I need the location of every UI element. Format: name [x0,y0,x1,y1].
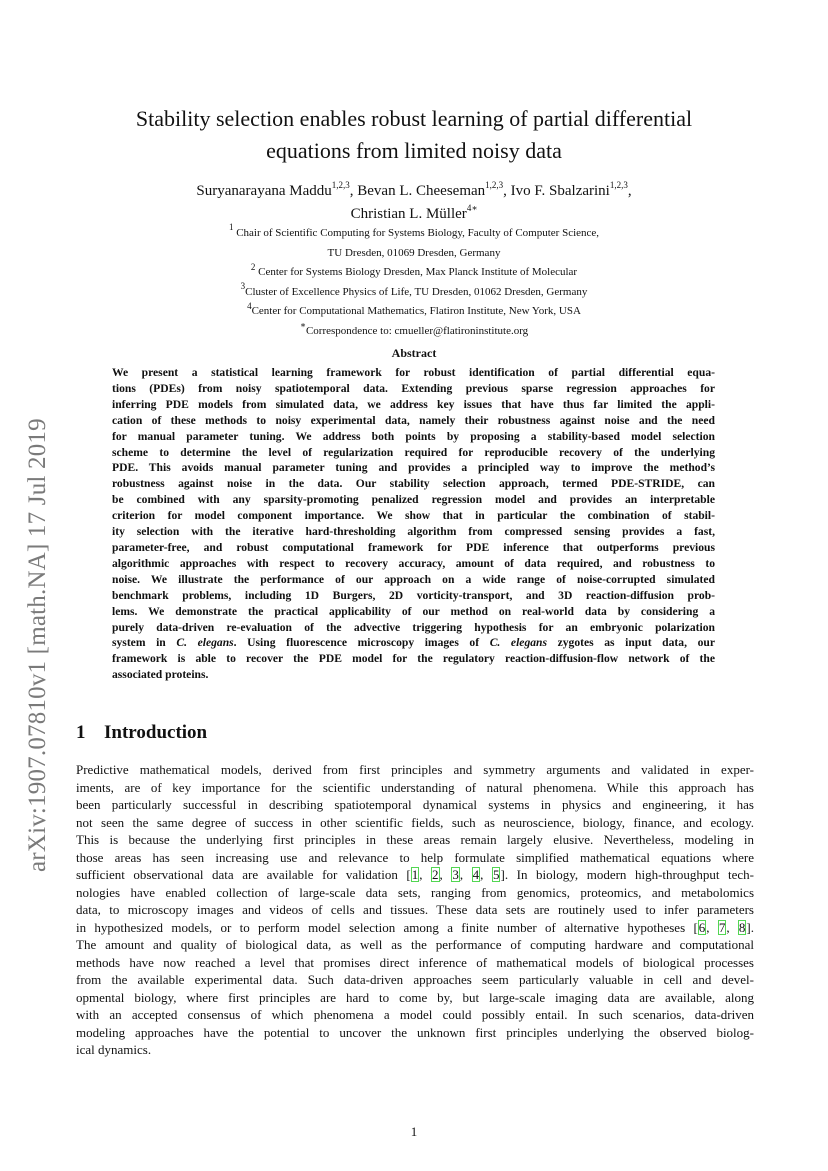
affiliation-text: Cluster of Excellence Physics of Life, TU Dresden, 01062 Dresden, Germany [245,285,588,298]
abstract-line: purely data-driven re-evaluation of the advective triggering hypothesis for an embryonic polarization [112,620,715,634]
affiliation-sup: 1 [228,222,234,233]
intro-line: The amount and quality of biological data, as well as the performance of computing hardware and computational [76,937,754,952]
intro-line: from the available experimental data. Such data-driven approaches seem particularly valuable in cell and devel- [76,972,754,987]
affiliation-text: Center for Systems Biology Dresden, Max Planck Institute of Molecular [258,266,578,279]
intro-text: in hypothesized models, or to perform model selection among a finite number of alternative hypotheses [ [76,919,698,935]
affiliation-2 [150,263,678,283]
introduction-body [76,761,754,1059]
section-number: 1 [76,722,86,743]
title-line-1: Stability selection enables robust learning of partial differential [135,106,693,131]
affiliations [150,224,678,342]
author-affiliation-sup: 1,2,3 [609,180,628,190]
affiliation-text: Chair of Scientific Computing for Systems Biology, Faculty of Computer Science, [236,227,600,239]
citation-link[interactable]: 2 [432,867,439,882]
abstract-line: cation of these methods to noisy experimental data, namely their robustness against noise and the need [112,413,715,427]
author-line-1: Suryanarayana Maddu$^{1,2,3}$, Bevan L. Cheeseman$^{1,2,3}$, Ivo F. Sbalzarini$^{1,2,3}$, [196,180,632,199]
abstract-heading: Abstract [391,346,437,360]
author-name: Suryanarayana Maddu [196,183,332,199]
intro-line: nologies have enabled collection of large-scale data sets, ranging from genomics, proteomics, and metabolomics [76,884,754,900]
abstract-line: lems. We demonstrate the practical applicability of our method on real-world data by considering a [112,604,715,618]
abstract-line: associated proteins. [112,668,209,682]
correspondence-sup: ∗ [299,320,306,331]
citation-link[interactable]: 6 [698,919,706,935]
abstract-line: robustness against noise in the data. Our stability selection approach, termed PDE-STRIDE, can [112,477,715,491]
abstract-line: tions (PDEs) from noisy spatiotemporal data. Extending previous sparse regression approaches for [112,381,715,395]
abstract-text: zygotes as input data, our [547,636,715,650]
citation-link[interactable]: 1 [411,867,419,882]
abstract-text: system in [112,636,177,650]
author-line-2 [96,203,732,226]
abstract-line: be combined with any sparsity-promoting penalized regression model and provides an interpretable [112,493,715,507]
title-line-2: equations from limited noisy data [266,138,562,163]
affiliation-text: Center for Computational Mathematics, Flatiron Institute, New York, USA [251,305,581,318]
section-title: Introduction [104,722,208,743]
intro-line: Predictive mathematical models, derived from first principles and symmetry arguments and validated in exper- [76,762,754,777]
correspondence [150,322,678,342]
affiliation-sup: 4 [247,300,252,311]
abstract-line: inferring PDE models from simulated data, we address key issues that have thus far limited the appli- [112,397,715,411]
section-heading [76,722,207,744]
author-name: Bevan L. Cheeseman [357,183,486,199]
abstract-line [112,635,715,651]
abstract-line: PDE. This avoids manual parameter tuning and provides a principled way to improve the method’s [112,461,715,475]
intro-line: iments, are of key importance for the scientific understanding of natural phenomena. While this approach has [76,779,754,795]
correspondence-text: Correspondence to: cmueller@flatironinstitute.org [305,324,529,337]
abstract-line: parameter-free, and robust computational framework for PDE inference that outperforms previous [112,540,715,554]
paper-title [96,103,732,167]
author-name: Christian L. Müller [350,206,467,222]
intro-line: methods have now reached a level that promises direct inference of mathematical models of biological processes [76,954,754,970]
intro-line: This is because the underlying first principles in these areas remain largely elusive. Nevertheless, modeling in [76,832,754,847]
abstract-line: for manual parameter tuning. We address both points by proposing a stability-based model selection [112,429,715,443]
intro-line: in hypothesized models, or to perform model selection among a finite number of alternative hypotheses [6, 7, 8]. [76,919,754,935]
affiliation-3 [150,283,678,303]
citation-link[interactable]: 5 [492,867,500,882]
abstract-line: criterion for model component importance. We show that in particular the combination of stabil- [112,509,715,523]
affiliation-1 [150,224,678,244]
abstract-line: algorithmic approaches with respect to recovery accuracy, amount of data required, and robustness to [112,556,715,570]
page-number: 1 [410,1124,418,1139]
affiliation-1-cont: TU Dresden, 01069 Dresden, Germany [327,246,501,259]
arxiv-stamp [20,352,52,872]
abstract-line: framework is able to recover the PDE model for the regulatory reaction-diffusion-flow network of the [112,652,715,666]
citation-link[interactable]: 7 [718,919,726,935]
intro-line: with an accepted consensus of which phenomena a model could possibly entail. In such scenarios, data-driven [76,1007,754,1022]
arxiv-stamp-text: arXiv:1907.07810v1 [math.NA] 17 Jul 2019 [24,418,51,872]
intro-line: ical dynamics. [76,1042,152,1057]
species-name: C. elegans [176,636,234,650]
intro-line: data, to microscopy images and videos of cells and tissues. These data sets are routinely used to infer parameters [76,902,754,917]
intro-line: not seen the same degree of success in other scientific fields, such as neuroscience, biology, finance, and ecology. [76,814,754,830]
abstract-line: We present a statistical learning framework for robust identification of partial differential equa- [112,366,715,379]
abstract-line: scheme to determine the level of regularization required for reproducible recovery of the underlying [112,445,715,459]
abstract-body [112,365,715,683]
abstract-line: benchmark problems, including 1D Burgers, 2D vorticity-transport, and 3D reaction-diffusion prob- [112,588,715,602]
affiliation-sup: 2 [250,261,256,272]
citation-link[interactable]: 8 [738,919,746,935]
citation-link[interactable]: 3 [452,867,459,882]
affiliation-sup: 3 [240,281,246,292]
species-name: C. elegans [489,636,547,650]
abstract-line: ity selection with the iterative hard-thresholding algorithm from compressed sensing provides a fast, [112,525,715,539]
author-affiliation-sup: 4∗ [466,203,478,213]
intro-line: those areas has seen increasing use and relevance to help formulate simplified mathematical equations where [76,849,754,865]
intro-line: sufficient observational data are available for validation [1, 2, 3, 4, 5]. In biology, modern high-throughput tech- [76,867,755,882]
citation-link[interactable]: 4 [472,867,480,882]
author-affiliation-sup: 1,2,3 [485,180,504,190]
intro-line: been particularly successful in describing spatiotemporal dynamical systems in physics and engineering, it has [76,797,754,812]
author-name: Ivo F. Sbalzarini [510,183,610,199]
author-list [96,180,732,226]
author-affiliation-sup: 1,2,3 [331,180,350,190]
affiliation-4 [150,302,678,322]
abstract-line: noise. We illustrate the performance of our approach on a wide range of noise-corrupted simulated [112,572,715,586]
intro-line: modeling approaches have the potential to uncover the unknown first principles underlying the observed biolog- [76,1024,754,1040]
abstract-text: . Using fluorescence microscopy images of [233,636,490,650]
intro-line: opmental biology, where first principles are hard to come by, but large-scale imaging data are available, along [76,989,754,1005]
intro-text: sufficient observational data are available for validation [ [76,867,411,882]
intro-text: ]. In biology, modern high-throughput tech- [500,867,755,882]
intro-text: ]. [746,919,754,935]
